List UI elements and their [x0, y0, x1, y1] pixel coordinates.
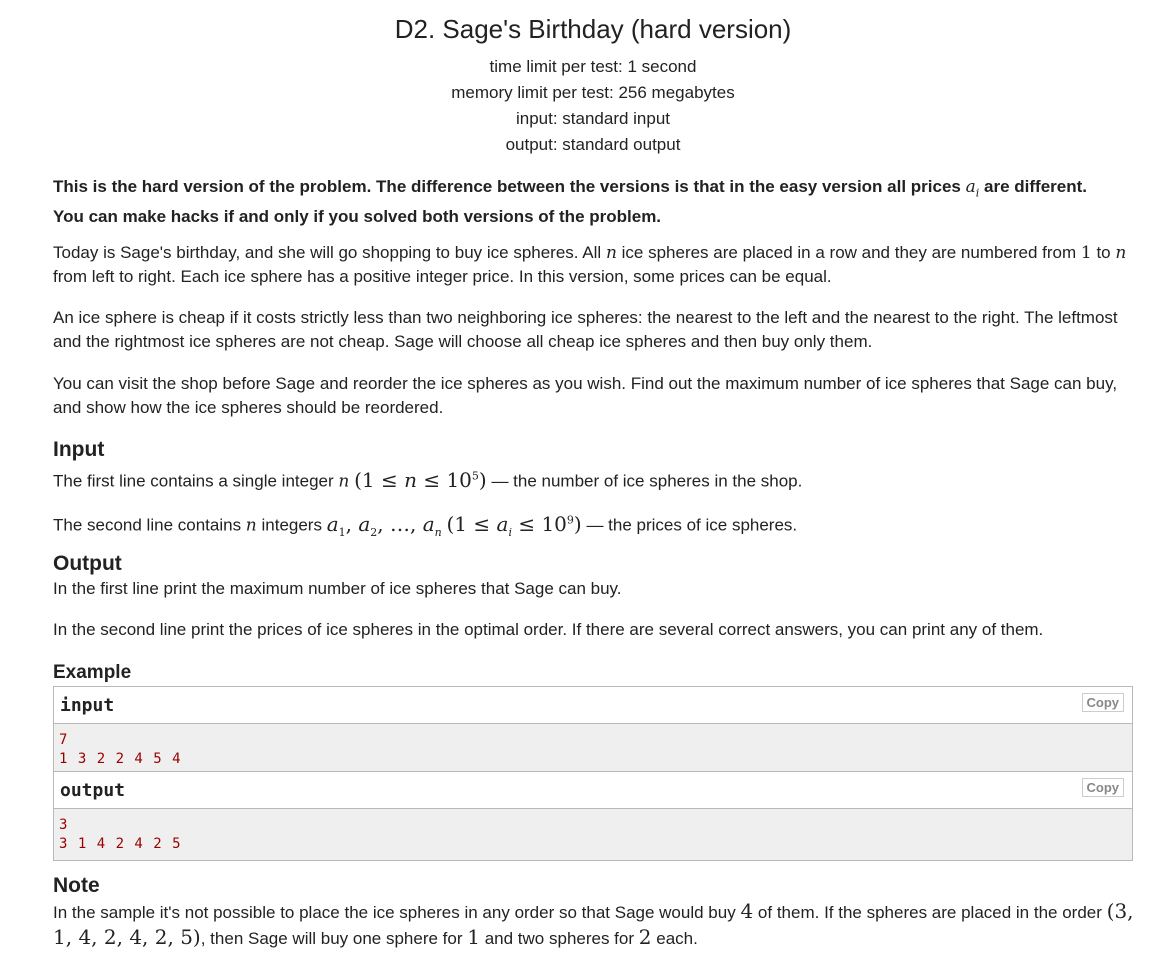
- example-output-content: [54, 809, 1132, 860]
- input-type: input: standard input: [515, 109, 671, 128]
- example-output-line: 3: [59, 817, 69, 833]
- example-input-header: [54, 687, 1132, 724]
- output-line-2: In the second line print the prices of ice spheres in the optimal order. If there are several correct answers, you can print any of them.: [53, 620, 1044, 639]
- output-heading: Output: [53, 552, 122, 575]
- statement-paragraph-3: You can visit the shop before Sage and reorder the ice spheres as you wish. Find out the maximum number of ice spheres that Sage can buy, and show how the ice spheres should be reordered.: [53, 374, 1118, 417]
- example-input-line: 1 3 2 2 4 5 4: [59, 751, 182, 767]
- example-output-label: output: [60, 780, 126, 801]
- copy-output-button[interactable]: Copy: [1082, 778, 1125, 797]
- example-output-line: 3 1 4 2 4 2 5: [59, 836, 182, 852]
- note-heading: Note: [53, 874, 100, 897]
- statement-paragraph-2: An ice sphere is cheap if it costs strictly less than two neighboring ice spheres: the nearest to the left and the nearest to the right. The leftmost and the rightmost ice spheres are not cheap. Sage will choose all cheap ice spheres and then buy only them.: [53, 308, 1118, 351]
- memory-limit: memory limit per test: 256 megabytes: [451, 83, 735, 102]
- example-output-box: [53, 771, 1133, 861]
- statement-paragraph-1: Today is Sage's birthday, and she will go shopping to buy ice spheres. All n ice spheres are placed in a row and they are numbered from 1 to n from left to right. Each ice sphere has a positive integer price. In this version, some prices can be equal.: [53, 243, 1127, 286]
- example-input-box: [53, 686, 1133, 776]
- example-input-content: [54, 724, 1132, 775]
- output-line-1: In the first line print the maximum number of ice spheres that Sage can buy.: [53, 579, 622, 598]
- input-line-2: The second line contains n integers $a_1$, $a_2$, …, $a_n$ $(1 \le a_i \le 10^9)$ — the prices of ice spheres.: [53, 511, 798, 539]
- example-output-header: [54, 772, 1132, 809]
- time-limit: time limit per test: 1 second: [489, 57, 697, 76]
- output-type: output: standard output: [505, 135, 681, 154]
- hard-version-notice: This is the hard version of the problem. The difference between the versions is that in the easy version all prices $a_i$ are different. You can make hacks if and only if you solved both versions of the problem.: [53, 177, 1087, 227]
- problem-title: D2. Sage's Birthday (hard version): [394, 14, 792, 44]
- example-input-label: input: [60, 695, 115, 716]
- example-heading: Example: [53, 662, 132, 683]
- example-input-line: 7: [59, 732, 69, 748]
- input-line-1: The first line contains a single integer n $(1 \le n \le 10^5)$ — the number of ice spheres in the shop.: [53, 467, 803, 492]
- copy-input-button[interactable]: Copy: [1082, 693, 1125, 712]
- note-text: In the sample it's not possible to place the ice spheres in any order so that Sage would buy 4 of them. If the spheres are placed in the order (3, 1, 4, 2, 4, 2, 5), then Sage will buy one sphere for 1 and two spheres for 2 each.: [53, 899, 1134, 949]
- input-heading: Input: [53, 438, 105, 461]
